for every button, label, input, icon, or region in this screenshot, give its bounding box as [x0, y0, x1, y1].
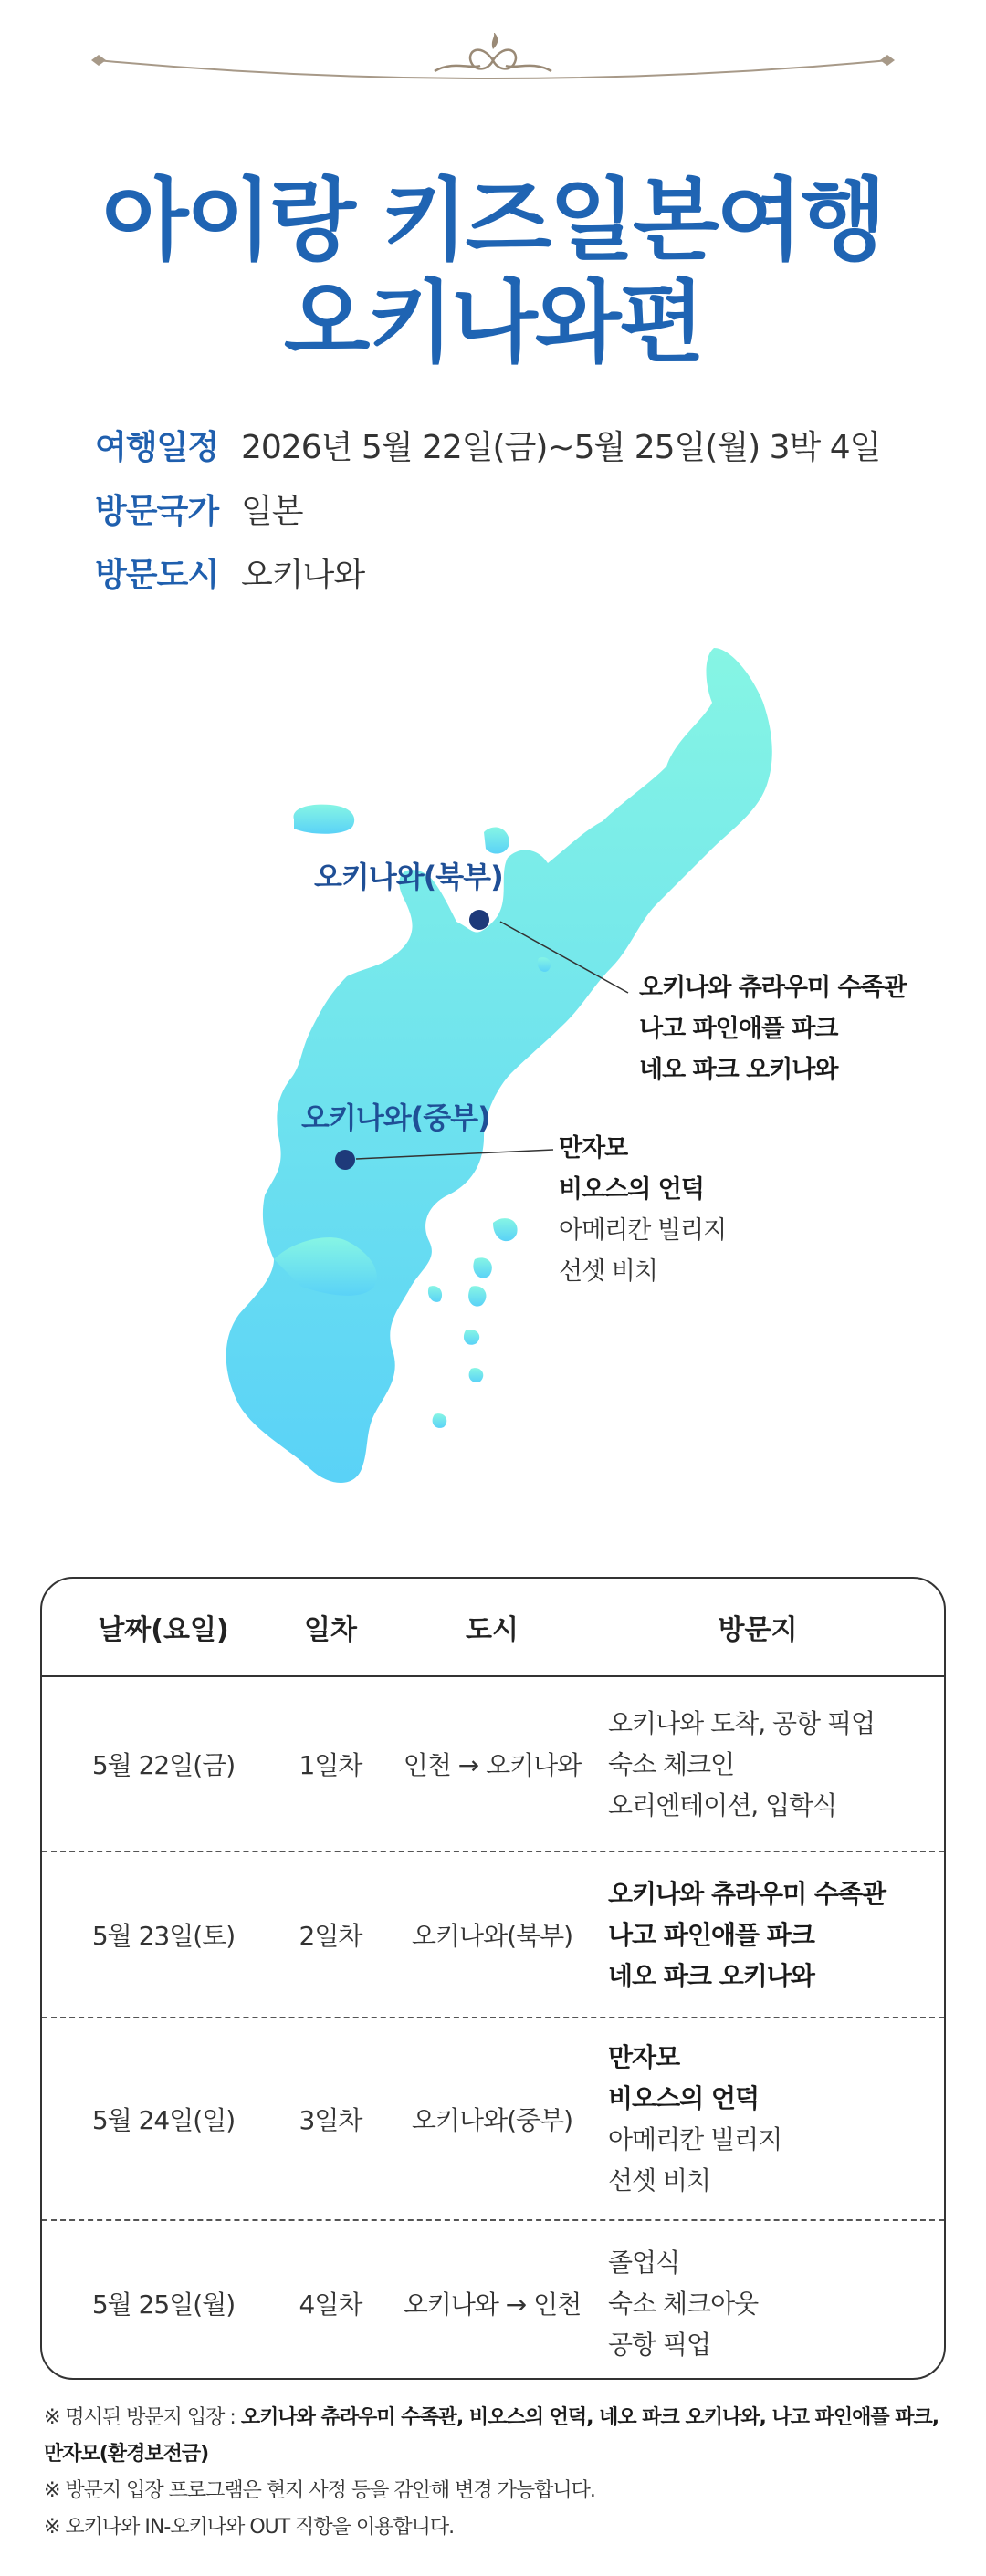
row-places: [608, 2242, 944, 2365]
place-item: 선셋 비치: [608, 2165, 711, 2195]
footnote-prefix: ※ 명시된 방문지 입장 :: [44, 2406, 241, 2429]
map-spots-central: [559, 1128, 726, 1292]
footnote-3: ※ 오키나와 IN-오키나와 OUT 직항을 이용합니다.: [44, 2516, 455, 2539]
header-day: 일차: [304, 1614, 357, 1646]
place-item: 숙소 체크인: [608, 1748, 735, 1779]
info-label: 방문국가: [95, 492, 219, 530]
place-item: 숙소 체크아웃: [608, 2288, 759, 2319]
table-row: [42, 1677, 944, 1852]
map-spots-north: [639, 967, 907, 1090]
place-item: 오키나와 도착, 공항 픽업: [608, 1707, 876, 1738]
header-places: 방문지: [718, 1614, 798, 1646]
footnotes: [44, 2400, 948, 2546]
info-value: 일본: [241, 492, 303, 530]
page-title-line1: 아이랑 키즈일본여행: [101, 169, 885, 273]
place-item: 나고 파인애플 파크: [608, 1919, 814, 1950]
row-places: [608, 2037, 944, 2201]
map-spot: 아메리칸 빌리지: [559, 1216, 727, 1245]
row-city: 오키나와(중부): [411, 2105, 573, 2135]
map-label-north: 오키나와(북부): [314, 860, 503, 894]
footnote-1: [44, 2400, 948, 2473]
map-spot: 나고 파인애플 파크: [639, 1015, 838, 1043]
map-spot: 오키나와 츄라우미 수족관: [639, 974, 907, 1002]
row-places: [608, 1873, 944, 1997]
row-date: 5월 24일(일): [91, 2105, 236, 2135]
place-item: 오키나와 츄라우미 수족관: [608, 1878, 886, 1909]
row-day: 4일차: [299, 2289, 362, 2320]
map-spot: 만자모: [559, 1134, 628, 1163]
page-title-line2: 오키나와편: [283, 271, 703, 375]
header-city: 도시: [466, 1614, 519, 1646]
map-spot: 비오스의 언덕: [559, 1175, 704, 1204]
map-label-central: 오키나와(중부): [301, 1100, 490, 1135]
footnote-2: ※ 방문지 입장 프로그램은 현지 사정 등을 감안해 변경 가능합니다.: [44, 2479, 595, 2502]
info-label: 방문도시: [95, 556, 219, 594]
footnote-bold: 오키나와 츄라우미 수족관, 비오스의 언덕, 네오 파크 오키나와, 나고 파인애플 파크, 만자모(환경보전금): [44, 2406, 939, 2466]
place-item: 오리엔테이션, 입학식: [608, 1789, 837, 1820]
row-day: 3일차: [299, 2105, 362, 2135]
row-day: 1일차: [299, 1750, 362, 1780]
place-item: 아메리칸 빌리지: [608, 2124, 782, 2154]
info-value: 오키나와: [241, 556, 365, 594]
info-row-city: [95, 540, 880, 604]
table-header: [42, 1579, 944, 1677]
place-item: 네오 파크 오키나와: [608, 1960, 814, 1991]
place-item: 비오스의 언덕: [608, 2083, 760, 2113]
info-row-country: [95, 476, 880, 540]
table-row: [42, 2018, 944, 2221]
row-date: 5월 23일(토): [91, 1921, 236, 1951]
row-city: 오키나와(북부): [411, 1921, 573, 1951]
row-date: 5월 22일(금): [91, 1750, 236, 1780]
okinawa-map: [0, 630, 986, 1542]
trip-info: [95, 412, 880, 604]
map-spot: 네오 파크 오키나와: [639, 1056, 838, 1084]
info-row-schedule: [95, 412, 880, 476]
row-city: 인천 → 오키나와: [403, 1750, 582, 1780]
place-item: 공항 픽업: [608, 2329, 711, 2360]
table-row: [42, 2221, 944, 2380]
row-day: 2일차: [299, 1921, 362, 1951]
row-places: [608, 1703, 944, 1826]
row-city: 오키나와 → 인천: [403, 2289, 582, 2320]
info-value: 2026년 5월 22일(금)~5월 25일(월) 3박 4일: [241, 428, 881, 466]
map-spot: 선셋 비치: [559, 1257, 657, 1286]
row-date: 5월 25일(월): [91, 2289, 236, 2320]
header-ornament: [88, 33, 898, 88]
header-date: 날짜(요일): [98, 1614, 229, 1646]
info-label: 여행일정: [95, 428, 219, 466]
place-item: 졸업식: [608, 2247, 680, 2278]
itinerary-table: [40, 1577, 946, 2380]
table-row: [42, 1852, 944, 2018]
place-item: 만자모: [608, 2042, 680, 2072]
